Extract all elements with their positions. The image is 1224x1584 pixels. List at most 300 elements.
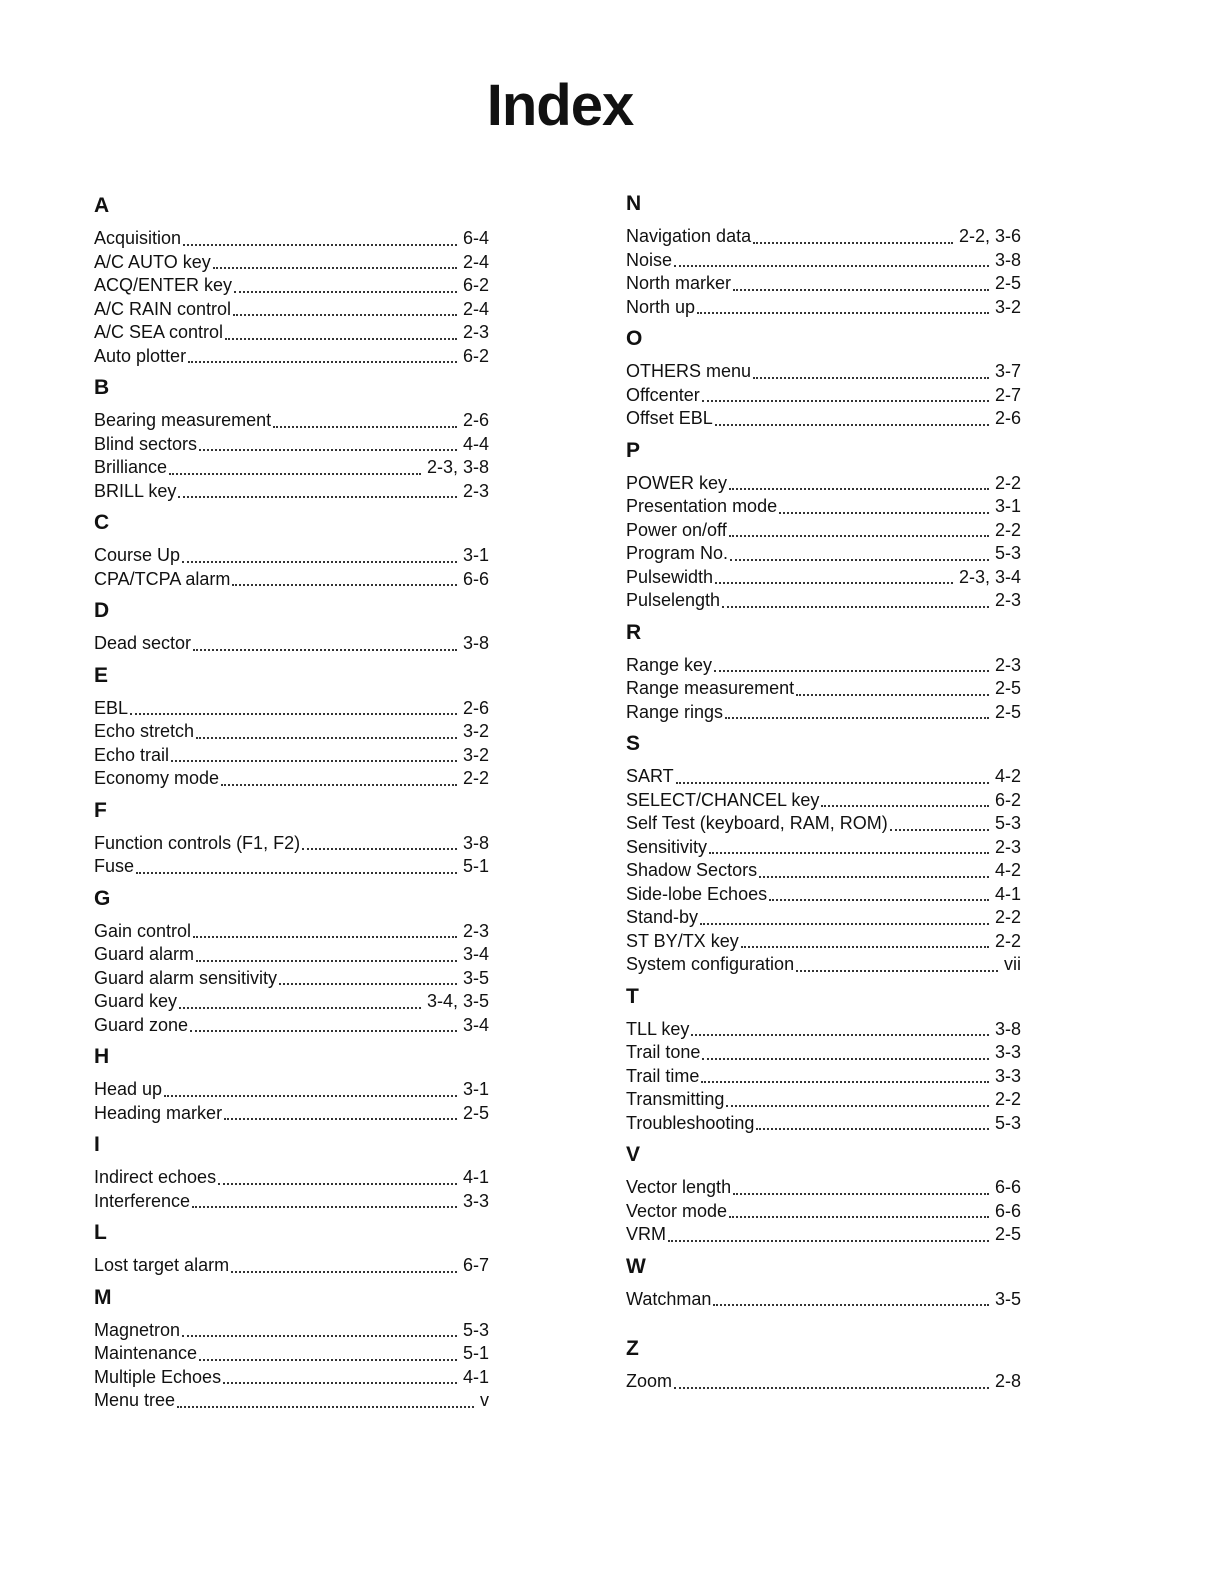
dot-leader xyxy=(233,314,457,316)
entry-page-ref: 3-8 xyxy=(994,249,1021,270)
entry-page-ref: 2-3 xyxy=(994,590,1021,610)
entry-term: VRM xyxy=(626,1224,666,1244)
dot-leader xyxy=(676,782,989,784)
entry-term: A/C RAIN control xyxy=(94,298,232,319)
index-entry xyxy=(626,519,1021,543)
entry-term: A/C SEA control xyxy=(94,322,224,342)
dot-leader xyxy=(715,424,989,426)
index-column-left xyxy=(94,192,489,1419)
entry-page-ref: 3-3 xyxy=(462,1190,489,1211)
index-entry xyxy=(94,227,489,251)
index-entry xyxy=(626,836,1021,860)
dot-leader xyxy=(741,946,989,948)
index-entry xyxy=(626,249,1021,273)
entry-page-ref: 4-1 xyxy=(462,1167,489,1187)
entry-page-ref: 5-3 xyxy=(994,543,1021,563)
entry-page-ref: 2-2 xyxy=(994,519,1021,540)
entry-term: BRILL key xyxy=(94,480,177,501)
entry-page-ref: 2-3, 3-8 xyxy=(426,457,489,477)
section-letter: V xyxy=(626,1143,641,1166)
entry-page-ref: 2-2 xyxy=(994,1089,1021,1109)
entry-page-ref: 2-6 xyxy=(994,408,1021,428)
index-entry xyxy=(626,930,1021,954)
index-entry xyxy=(626,1065,1021,1089)
entry-page-ref: 2-6 xyxy=(462,697,489,718)
entry-term: A/C AUTO key xyxy=(94,251,211,272)
entry-page-ref: 2-2 xyxy=(994,930,1021,951)
section-letter: S xyxy=(626,732,641,755)
entry-term: Interference xyxy=(94,1190,191,1211)
entry-page-ref: 3-3 xyxy=(994,1042,1021,1062)
index-entry xyxy=(626,1223,1021,1247)
entry-term: Lost target alarm xyxy=(94,1255,230,1275)
entry-page-ref: 3-4 xyxy=(462,1014,489,1035)
entry-page-ref: 2-5 xyxy=(462,1102,489,1123)
dot-leader xyxy=(302,848,457,850)
index-entry xyxy=(94,1319,489,1343)
index-section-e xyxy=(94,662,489,791)
entry-term: Range key xyxy=(626,654,713,675)
dot-leader xyxy=(729,535,989,537)
index-entry xyxy=(626,225,1021,249)
index-entry xyxy=(94,1342,489,1366)
index-entry xyxy=(626,495,1021,519)
entry-page-ref: 2-3, 3-4 xyxy=(958,566,1021,587)
index-section-h xyxy=(94,1043,489,1125)
entry-term: Dead sector xyxy=(94,633,192,653)
index-section-b xyxy=(94,374,489,503)
dot-leader xyxy=(726,1105,989,1107)
section-letter: A xyxy=(94,194,110,217)
index-entry xyxy=(94,1366,489,1390)
dot-leader xyxy=(890,829,989,831)
section-letter: M xyxy=(94,1285,112,1309)
entry-page-ref: 5-3 xyxy=(994,1112,1021,1133)
entry-term: EBL xyxy=(94,697,129,718)
dot-leader xyxy=(714,670,989,672)
dot-leader xyxy=(199,1359,457,1361)
index-entry xyxy=(94,632,489,656)
section-letter: Z xyxy=(626,1337,639,1360)
index-section-r xyxy=(626,619,1021,725)
entry-term: ACQ/ENTER key xyxy=(94,275,233,295)
entry-term: Power on/off xyxy=(626,519,727,540)
entry-term: OTHERS menu xyxy=(626,361,752,381)
entry-term: SELECT/CHANCEL key xyxy=(626,789,820,810)
entry-page-ref: 6-2 xyxy=(462,345,489,366)
dot-leader xyxy=(729,1216,989,1218)
dot-leader xyxy=(769,899,989,901)
section-letter: I xyxy=(94,1133,100,1156)
entry-page-ref: 2-5 xyxy=(994,1224,1021,1244)
dot-leader xyxy=(178,496,457,498)
dot-leader xyxy=(196,737,457,739)
entry-term: Stand-by xyxy=(626,907,699,927)
entry-term: Guard zone xyxy=(94,1014,189,1035)
entry-term: Echo trail xyxy=(94,744,170,765)
index-entry xyxy=(626,407,1021,431)
entry-page-ref: 6-4 xyxy=(462,228,489,248)
index-entry xyxy=(94,1014,489,1038)
section-letter: W xyxy=(626,1254,646,1278)
dot-leader xyxy=(196,960,457,962)
dot-leader xyxy=(179,1007,421,1009)
entry-term: Pulsewidth xyxy=(626,566,714,587)
index-entry xyxy=(94,720,489,744)
index-entry xyxy=(626,1018,1021,1042)
entry-term: Presentation mode xyxy=(626,496,778,516)
dot-leader xyxy=(136,872,457,874)
dot-leader xyxy=(231,1271,457,1273)
dot-leader xyxy=(221,784,457,786)
entry-term: Bearing measurement xyxy=(94,410,272,430)
index-entry xyxy=(626,1088,1021,1112)
entry-term: Acquisition xyxy=(94,228,182,248)
index-entry xyxy=(94,832,489,856)
entry-term: Trail tone xyxy=(626,1042,701,1062)
entry-page-ref: 3-5 xyxy=(462,967,489,988)
dot-leader xyxy=(730,559,989,561)
dot-leader xyxy=(182,561,457,563)
entry-page-ref: 2-3 xyxy=(994,654,1021,675)
dot-leader xyxy=(756,1128,989,1130)
entry-page-ref: 2-2 xyxy=(994,907,1021,927)
entry-page-ref: 2-5 xyxy=(994,273,1021,293)
dot-leader xyxy=(188,361,457,363)
entry-page-ref: 2-4 xyxy=(462,298,489,319)
index-entry xyxy=(626,542,1021,566)
index-column-right xyxy=(626,190,1021,1400)
entry-term: Shadow Sectors xyxy=(626,860,758,880)
index-entry xyxy=(626,1041,1021,1065)
dot-leader xyxy=(691,1034,989,1036)
entry-term: Zoom xyxy=(626,1371,673,1391)
index-entry xyxy=(94,1389,489,1413)
entry-term: Navigation data xyxy=(626,226,752,246)
entry-page-ref: 2-3 xyxy=(994,836,1021,857)
entry-page-ref: 3-8 xyxy=(994,1018,1021,1039)
entry-term: POWER key xyxy=(626,472,728,493)
dot-leader xyxy=(225,338,457,340)
entry-page-ref: 3-3 xyxy=(994,1065,1021,1086)
index-entry xyxy=(626,859,1021,883)
dot-leader xyxy=(779,512,989,514)
dot-leader xyxy=(796,970,998,972)
entry-page-ref: 2-2 xyxy=(462,768,489,788)
dot-leader xyxy=(715,582,953,584)
entry-page-ref: 2-4 xyxy=(462,251,489,272)
section-letter: T xyxy=(626,984,639,1008)
index-entry xyxy=(94,568,489,592)
index-section-n xyxy=(626,190,1021,319)
entry-term: Guard alarm sensitivity xyxy=(94,967,278,988)
entry-term: Course Up xyxy=(94,545,181,565)
entry-page-ref: 6-2 xyxy=(462,275,489,295)
index-entry xyxy=(94,321,489,345)
dot-leader xyxy=(224,1118,457,1120)
dot-leader xyxy=(722,606,989,608)
entry-term: Range measurement xyxy=(626,678,795,698)
index-entry xyxy=(626,1176,1021,1200)
entry-page-ref: 2-2 xyxy=(994,472,1021,493)
section-letter: O xyxy=(626,327,643,350)
entry-page-ref: 2-3 xyxy=(462,480,489,501)
index-entry xyxy=(94,480,489,504)
index-entry xyxy=(626,883,1021,907)
index-entry xyxy=(94,345,489,369)
dot-leader xyxy=(700,923,989,925)
index-entry xyxy=(94,767,489,791)
entry-page-ref: 2-3 xyxy=(462,322,489,342)
dot-leader xyxy=(733,1193,989,1195)
entry-term: Fuse xyxy=(94,856,135,876)
dot-leader xyxy=(169,473,421,475)
entry-page-ref: 4-1 xyxy=(462,1366,489,1387)
index-section-a xyxy=(94,192,489,368)
entry-page-ref: 2-5 xyxy=(994,701,1021,722)
dot-leader xyxy=(190,1030,457,1032)
entry-term: Blind sectors xyxy=(94,433,198,454)
dot-leader xyxy=(171,760,457,762)
index-entry xyxy=(94,943,489,967)
index-section-c xyxy=(94,509,489,591)
entry-term: Vector length xyxy=(626,1177,732,1197)
entry-page-ref: 6-6 xyxy=(994,1200,1021,1221)
entry-term: Noise xyxy=(626,249,673,270)
index-section-i xyxy=(94,1131,489,1213)
entry-term: Guard alarm xyxy=(94,944,195,964)
entry-page-ref: 3-8 xyxy=(462,633,489,653)
index-entry xyxy=(626,384,1021,408)
index-section-t xyxy=(626,983,1021,1136)
entry-term: Self Test (keyboard, RAM, ROM) xyxy=(626,813,888,833)
index-entry xyxy=(626,1288,1021,1312)
section-letter: F xyxy=(94,798,107,822)
dot-leader xyxy=(702,400,989,402)
entry-page-ref: 5-1 xyxy=(462,856,489,876)
dot-leader xyxy=(713,1304,989,1306)
index-entry xyxy=(626,296,1021,320)
index-section-p xyxy=(626,437,1021,613)
dot-leader xyxy=(796,694,989,696)
dot-leader xyxy=(193,936,457,938)
section-letter: H xyxy=(94,1045,110,1068)
section-letter: G xyxy=(94,886,111,910)
section-letter: B xyxy=(94,376,110,399)
index-entry xyxy=(94,855,489,879)
section-letter: N xyxy=(626,192,642,215)
index-section-w xyxy=(626,1253,1021,1312)
section-letter: D xyxy=(94,599,110,622)
section-letter: R xyxy=(626,620,642,644)
index-entry xyxy=(626,1200,1021,1224)
entry-page-ref: 3-2 xyxy=(462,721,489,741)
entry-term: Watchman xyxy=(626,1288,712,1309)
index-entry xyxy=(626,472,1021,496)
dot-leader xyxy=(232,584,457,586)
dot-leader xyxy=(729,488,989,490)
entry-term: Trail time xyxy=(626,1065,700,1086)
entry-term: Auto plotter xyxy=(94,345,187,366)
entry-term: Echo stretch xyxy=(94,721,195,741)
index-section-d xyxy=(94,597,489,656)
entry-term: Pulselength xyxy=(626,590,721,610)
entry-page-ref: 5-3 xyxy=(462,1319,489,1340)
entry-term: Menu tree xyxy=(94,1390,176,1410)
dot-leader xyxy=(697,312,989,314)
index-section-z xyxy=(626,1317,1021,1394)
dot-leader xyxy=(733,289,989,291)
dot-leader xyxy=(821,805,989,807)
dot-leader xyxy=(218,1183,457,1185)
index-entry xyxy=(94,456,489,480)
index-entry xyxy=(94,744,489,768)
index-section-v xyxy=(626,1141,1021,1247)
entry-term: Offset EBL xyxy=(626,408,713,428)
entry-page-ref: 2-7 xyxy=(994,384,1021,405)
entry-term: Transmitting xyxy=(626,1089,725,1109)
dot-leader xyxy=(213,267,457,269)
dot-leader xyxy=(702,1058,989,1060)
index-entry xyxy=(94,920,489,944)
dot-leader xyxy=(192,1206,457,1208)
section-letter: L xyxy=(94,1221,107,1244)
dot-leader xyxy=(182,1335,457,1337)
index-entry xyxy=(94,251,489,275)
entry-term: North up xyxy=(626,296,696,317)
dot-leader xyxy=(674,1387,989,1389)
index-entry xyxy=(626,1112,1021,1136)
index-entry xyxy=(626,566,1021,590)
entry-term: Indirect echoes xyxy=(94,1167,217,1187)
dot-leader xyxy=(759,876,989,878)
dot-leader xyxy=(725,717,989,719)
index-entry xyxy=(626,812,1021,836)
section-letter: E xyxy=(94,663,109,687)
entry-page-ref: 4-1 xyxy=(994,883,1021,904)
page-title: Index xyxy=(486,73,634,138)
dot-leader xyxy=(674,265,989,267)
entry-term: Gain control xyxy=(94,920,192,941)
entry-term: ST BY/TX key xyxy=(626,930,739,951)
entry-term: Troubleshooting xyxy=(626,1112,755,1133)
entry-term: Magnetron xyxy=(94,1319,181,1340)
index-section-s xyxy=(626,730,1021,977)
entry-page-ref: 6-6 xyxy=(462,568,489,589)
index-entry xyxy=(626,1370,1021,1394)
entry-page-ref: 3-5 xyxy=(994,1288,1021,1309)
entry-term: Guard key xyxy=(94,991,178,1011)
dot-leader xyxy=(709,852,989,854)
index-entry xyxy=(626,765,1021,789)
entry-page-ref: 3-2 xyxy=(994,296,1021,317)
index-entry xyxy=(626,789,1021,813)
entry-page-ref: 5-3 xyxy=(994,813,1021,833)
index-entry xyxy=(626,654,1021,678)
dot-leader xyxy=(183,244,457,246)
index-entry xyxy=(94,697,489,721)
entry-term: Vector mode xyxy=(626,1200,728,1221)
entry-term: CPA/TCPA alarm xyxy=(94,568,231,589)
entry-page-ref: 2-5 xyxy=(994,678,1021,698)
dot-leader xyxy=(193,649,457,651)
index-entry xyxy=(94,544,489,568)
entry-term: North marker xyxy=(626,273,732,293)
dot-leader xyxy=(130,713,457,715)
dot-leader xyxy=(177,1406,474,1408)
section-letter: C xyxy=(94,511,110,534)
entry-page-ref: 4-2 xyxy=(994,860,1021,880)
index-entry xyxy=(94,1166,489,1190)
dot-leader xyxy=(234,291,457,293)
index-entry xyxy=(626,953,1021,977)
entry-page-ref: 3-8 xyxy=(462,832,489,853)
entry-page-ref: 6-7 xyxy=(462,1255,489,1275)
index-entry xyxy=(626,677,1021,701)
entry-page-ref: 3-1 xyxy=(462,545,489,565)
entry-term: Maintenance xyxy=(94,1343,198,1363)
index-entry xyxy=(626,906,1021,930)
index-entry xyxy=(94,1254,489,1278)
section-letter: P xyxy=(626,438,641,462)
dot-leader xyxy=(223,1382,457,1384)
index-entry xyxy=(94,990,489,1014)
entry-term: Multiple Echoes xyxy=(94,1366,222,1387)
entry-term: Range rings xyxy=(626,701,724,722)
entry-term: Side-lobe Echoes xyxy=(626,883,768,904)
index-entry xyxy=(626,589,1021,613)
entry-term: Offcenter xyxy=(626,384,700,405)
dot-leader xyxy=(199,449,457,451)
entry-page-ref: vii xyxy=(1004,954,1021,974)
entry-page-ref: 6-6 xyxy=(994,1177,1021,1197)
entry-page-ref: 4-2 xyxy=(994,766,1021,786)
index-section-o xyxy=(626,325,1021,431)
dot-leader xyxy=(164,1095,457,1097)
dot-leader xyxy=(668,1240,989,1242)
entry-page-ref: 2-8 xyxy=(994,1371,1021,1391)
dot-leader xyxy=(753,377,989,379)
index-section-g xyxy=(94,885,489,1038)
entry-page-ref: 3-1 xyxy=(994,496,1021,516)
entry-term: Function controls (F1, F2) xyxy=(94,832,301,853)
entry-page-ref: v xyxy=(480,1390,489,1410)
dot-leader xyxy=(753,242,953,244)
entry-page-ref: 4-4 xyxy=(462,433,489,454)
dot-leader xyxy=(273,426,457,428)
index-entry xyxy=(94,409,489,433)
entry-term: TLL key xyxy=(626,1018,690,1039)
entry-page-ref: 2-2, 3-6 xyxy=(958,226,1021,246)
index-section-m xyxy=(94,1284,489,1413)
index-entry xyxy=(626,272,1021,296)
entry-term: SART xyxy=(626,766,674,786)
entry-term: Head up xyxy=(94,1079,163,1099)
index-entry xyxy=(626,701,1021,725)
index-entry xyxy=(626,360,1021,384)
entry-term: Program No. xyxy=(626,543,729,563)
entry-page-ref: 3-1 xyxy=(462,1079,489,1099)
entry-term: System configuration xyxy=(626,954,795,974)
index-section-f xyxy=(94,797,489,879)
index-entry xyxy=(94,967,489,991)
entry-term: Sensitivity xyxy=(626,836,708,857)
dot-leader xyxy=(279,983,457,985)
index-entry xyxy=(94,274,489,298)
entry-page-ref: 6-2 xyxy=(994,789,1021,810)
entry-page-ref: 3-4 xyxy=(462,944,489,964)
entry-page-ref: 3-4, 3-5 xyxy=(426,991,489,1011)
